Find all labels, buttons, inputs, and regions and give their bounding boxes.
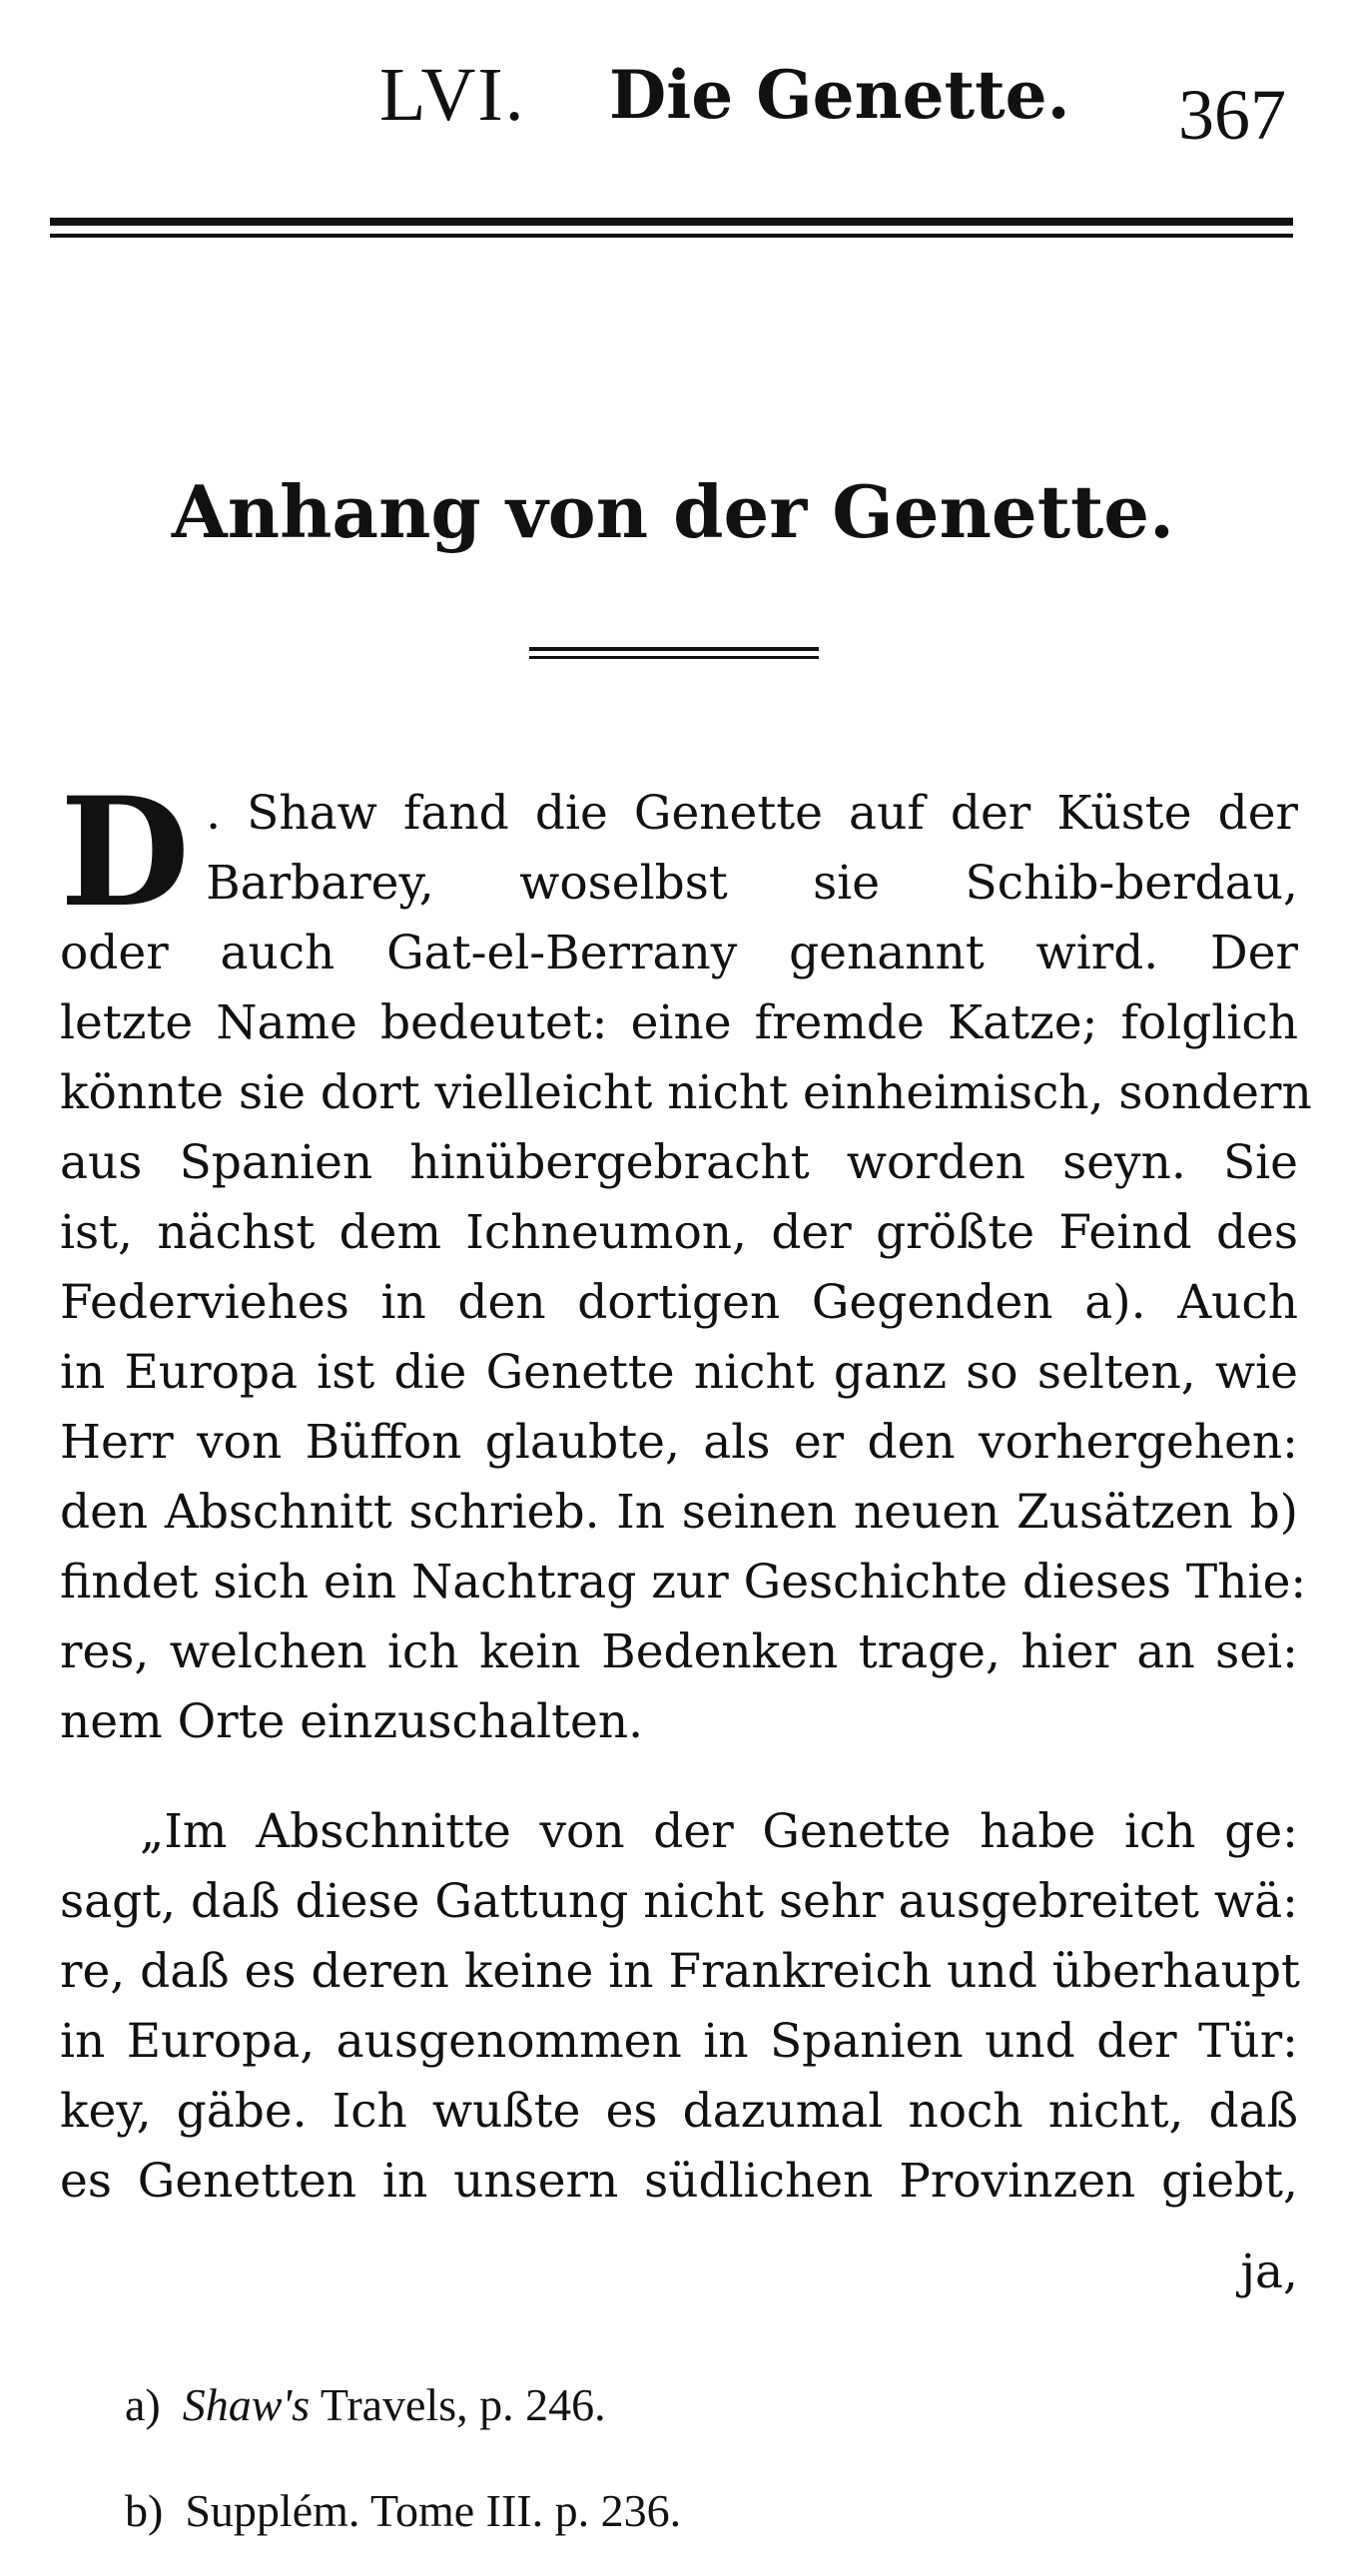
section-rule-bottom	[529, 656, 819, 659]
footnote-b	[125, 2484, 681, 2537]
text-line: Barbarey, woselbst sie Schib-berdau,	[206, 856, 1298, 911]
footnote-marker: b)	[125, 2485, 164, 2536]
section-title: Anhang von der Genette.	[171, 469, 1175, 554]
drop-cap: D	[60, 765, 191, 941]
text-line: letzte Name bedeutet: eine fremde Katze; folglich	[60, 995, 1298, 1050]
header-rule-thin	[50, 234, 1293, 238]
text-line: findet sich ein Nachtrag zur Geschichte dieses Thie:	[60, 1555, 1307, 1610]
footnote-marker: a)	[125, 2379, 161, 2430]
header-rule	[50, 218, 1293, 244]
text-line: key, gäbe. Ich wußte es dazumal noch nicht, daß	[60, 2084, 1298, 2139]
footnote-text: Travels, p. 246.	[320, 2379, 606, 2430]
chapter-number: LVI.	[379, 53, 526, 137]
text-line: „Im Abschnitte von der Genette habe ich ge:	[140, 1804, 1298, 1859]
text-line: könnte sie dort vielleicht nicht einheimisch, sondern	[60, 1065, 1312, 1120]
paragraph-2	[60, 1797, 1298, 2217]
page-number: 367	[1178, 75, 1286, 155]
chapter-title: Die Genette.	[609, 56, 1070, 134]
footnote-text: Supplém. Tome III. p. 236.	[185, 2485, 682, 2536]
section-rule	[529, 647, 819, 661]
text-line: Herr von Büffon glaubte, als er den vorhergehen:	[60, 1415, 1298, 1470]
footnote-author: Shaw's	[182, 2379, 311, 2430]
text-line: re, daß es deren keine in Frankreich und überhaupt	[60, 1944, 1300, 1999]
text-line: ist, nächst dem Ichneumon, der größte Feind des	[60, 1205, 1298, 1260]
text-line: Federviehes in den dortigen Gegenden a). Auch	[60, 1275, 1298, 1330]
text-line: aus Spanien hinübergebracht worden seyn. Sie	[60, 1135, 1298, 1190]
text-line: nem Orte einzuschalten.	[60, 1694, 644, 1749]
text-line: sagt, daß diese Gattung nicht sehr ausgebreitet wä:	[60, 1874, 1298, 1929]
text-line: es Genetten in unsern südlichen Provinzen giebt,	[60, 2154, 1298, 2209]
text-line: den Abschnitt schrieb. In seinen neuen Zusätzen b)	[60, 1485, 1298, 1540]
text-line: res, welchen ich kein Bedenken trage, hier an sei:	[60, 1624, 1298, 1679]
section-rule-top	[529, 647, 819, 651]
paragraph-1	[60, 765, 1312, 1757]
running-head	[0, 40, 1346, 160]
text-line: . Shaw fand die Genette auf der Küste der	[206, 786, 1298, 841]
text-line: oder auch Gat-el-Berrany genannt wird. Der	[60, 926, 1298, 980]
footnote-a	[125, 2378, 606, 2431]
text-line: in Europa ist die Genette nicht ganz so selten, wie	[60, 1345, 1298, 1400]
text-line: in Europa, ausgenommen in Spanien und der Tür:	[60, 2014, 1298, 2069]
catchword: ja,	[1240, 2245, 1298, 2299]
header-rule-thick	[50, 218, 1293, 226]
